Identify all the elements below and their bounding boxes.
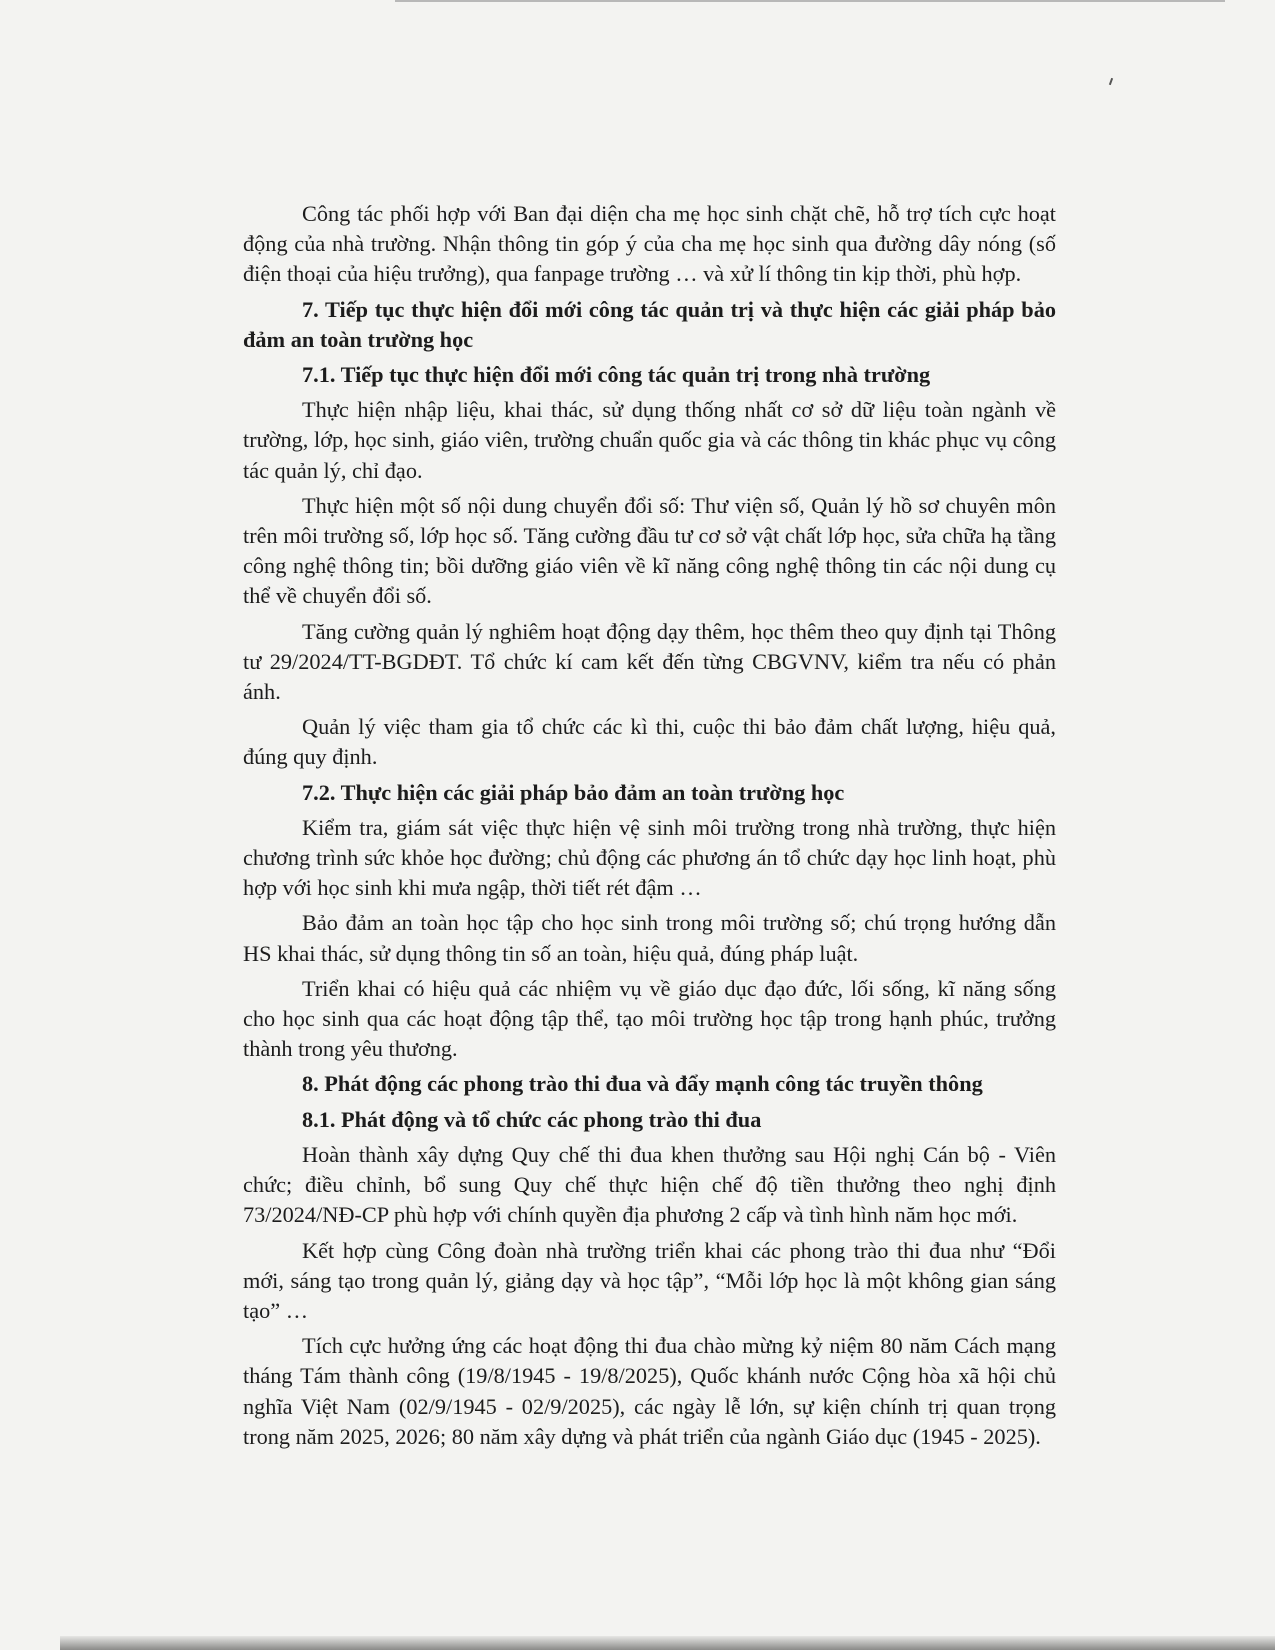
- paragraph-emulation-rules: Hoàn thành xây dựng Quy chế thi đua khen thưởng sau Hội nghị Cán bộ - Viên chức; điều chỉnh, bổ sung Quy chế thực hiện chế độ tiền thưởng theo nghị định 73/2024/NĐ-CP phù hợp với chính quyền địa phương 2 cấp và tình hình năm học mới.: [243, 1141, 1056, 1228]
- paragraph-parent-association: Công tác phối hợp với Ban đại diện cha mẹ học sinh chặt chẽ, hỗ trợ tích cực hoạt động của nhà trường. Nhận thông tin góp ý của cha mẹ học sinh qua đường dây nóng (số điện thoại của hiệu trưởng), qua fanpage trường … và xử lí thông tin kịp thời, phù hợp.: [243, 201, 1056, 287]
- paragraph-digital-transformation: Thực hiện một số nội dung chuyển đổi số: Thư viện số, Quản lý hồ sơ chuyên môn trên môi trường số, lớp học số. Tăng cường đầu tư cơ sở vật chất lớp học, sửa chữa hạ tầng công nghệ thông tin; bồi dưỡng giáo viên về kĩ năng công nghệ thông tin các nội dung cụ thể về chuyển đổi số.: [243, 492, 1056, 609]
- section-7-heading: 7. Tiếp tục thực hiện đổi mới công tác quản trị và thực hiện các giải pháp bảo đảm an toàn trường học: [243, 296, 1056, 352]
- paragraph-ethics-education: Triển khai có hiệu quả các nhiệm vụ về giáo dục đạo đức, lối sống, kĩ năng sống cho học sinh qua các hoạt động tập thể, tạo môi trường học tập trong hạnh phúc, trưởng thành trong yêu thương.: [243, 975, 1056, 1062]
- section-7-2-heading: 7.2. Thực hiện các giải pháp bảo đảm an toàn trường học: [302, 779, 845, 805]
- document-page: [243, 199, 1056, 1457]
- paragraph-anniversaries: Tích cực hưởng ứng các hoạt động thi đua chào mừng kỷ niệm 80 năm Cách mạng tháng Tám thành công (19/8/1945 - 19/8/2025), Quốc khánh nước Cộng hòa xã hội chủ nghĩa Việt Nam (02/9/1945 - 02/9/2025), các ngày lễ lớn, sự kiện chính trị quan trọng trong năm 2025, 2026; 80 năm xây dựng và phát triển của ngành Giáo dục (1945 - 2025).: [243, 1333, 1056, 1449]
- paragraph-digital-safety: Bảo đảm an toàn học tập cho học sinh trong môi trường số; chú trọng hướng dẫn HS khai thác, sử dụng thông tin số an toàn, hiệu quả, đúng pháp luật.: [243, 910, 1056, 966]
- paragraph-hygiene: Kiểm tra, giám sát việc thực hiện vệ sinh môi trường trong nhà trường, thực hiện chương trình sức khỏe học đường; chủ động các phương án tổ chức dạy học linh hoạt, phù hợp với học sinh khi mưa ngập, thời tiết rét đậm …: [243, 814, 1056, 901]
- paragraph-data-entry: Thực hiện nhập liệu, khai thác, sử dụng thống nhất cơ sở dữ liệu toàn ngành về trường, lớp, học sinh, giáo viên, trường chuẩn quốc gia và các thông tin khác phục vụ công tác quản lý, chỉ đạo.: [243, 397, 1056, 483]
- paragraph-union-movements: Kết hợp cùng Công đoàn nhà trường triển khai các phong trào thi đua như “Đổi mới, sáng tạo trong quản lý, giảng dạy và học tập”, “Mỗi lớp học là một không gian sáng tạo” …: [243, 1237, 1056, 1323]
- page-bottom-edge: [60, 1636, 1275, 1650]
- page-top-edge: [395, 0, 1225, 2]
- paragraph-extra-classes: Tăng cường quản lý nghiêm hoạt động dạy thêm, học thêm theo quy định tại Thông tư 29/2024/TT-BGDĐT. Tổ chức kí cam kết đến từng CBGVNV, kiểm tra nếu có phản ánh.: [243, 618, 1056, 705]
- scan-mark: [1109, 78, 1113, 85]
- section-8-heading: 8. Phát động các phong trào thi đua và đẩy mạnh công tác truyền thông: [302, 1071, 983, 1097]
- section-8-1-heading: 8.1. Phát động và tổ chức các phong trào thi đua: [302, 1106, 762, 1132]
- paragraph-exams: Quản lý việc tham gia tổ chức các kì thi, cuộc thi bảo đảm chất lượng, hiệu quả, đúng quy định.: [243, 714, 1056, 770]
- section-7-1-heading: 7.1. Tiếp tục thực hiện đổi mới công tác quản trị trong nhà trường: [302, 362, 931, 388]
